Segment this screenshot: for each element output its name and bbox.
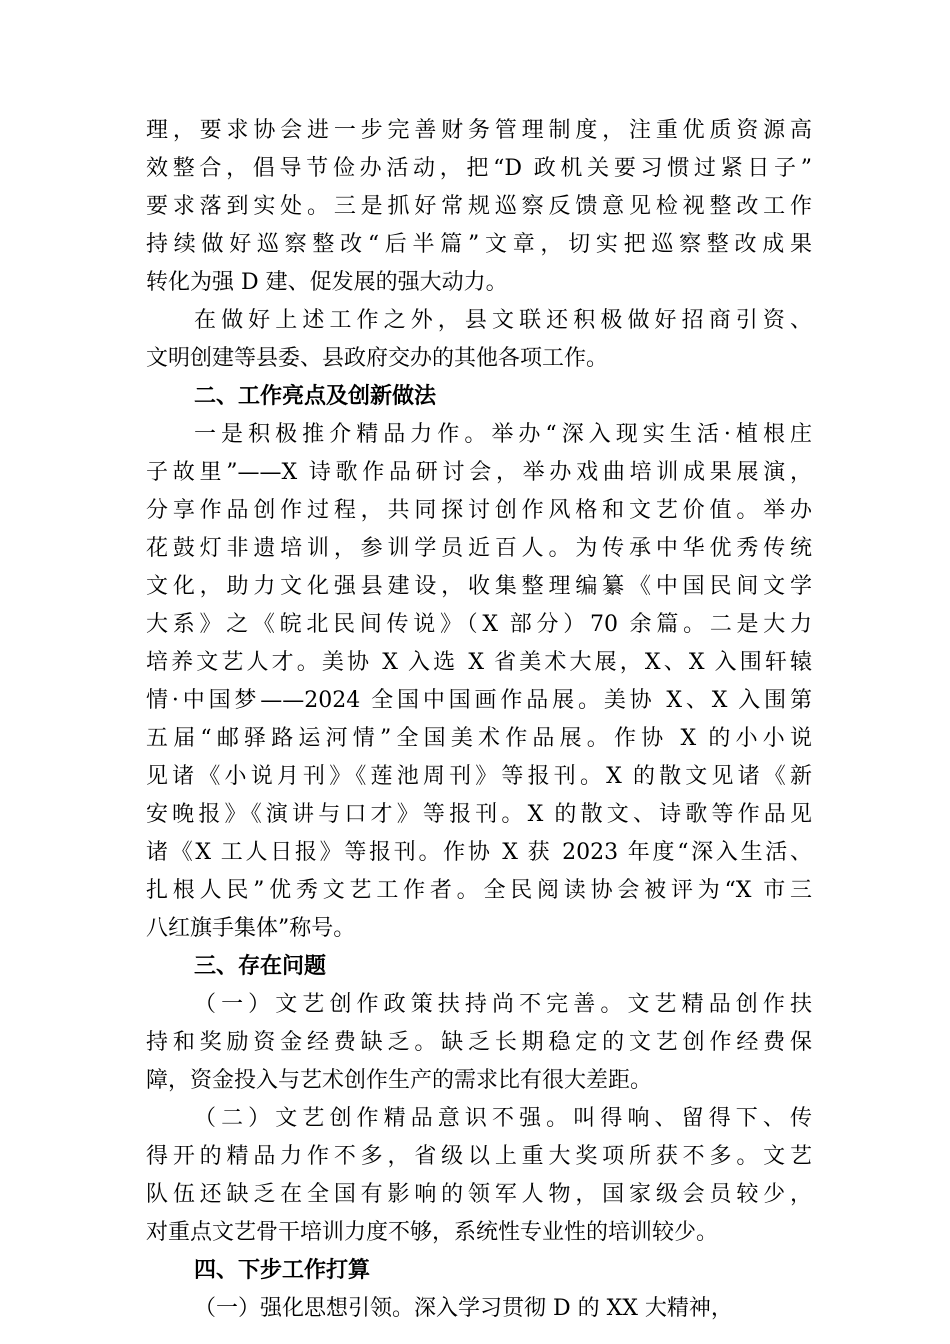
section-heading-highlights: 二、工作亮点及创新做法 [194, 384, 437, 409]
section-heading-problems: 三、存在问题 [194, 954, 327, 979]
paragraph-financial-management [146, 112, 812, 302]
text-line: 扎根人民”优秀文艺工作者。全民阅读协会被评为“X 市三 [146, 878, 812, 903]
document-page [146, 112, 812, 1328]
text-line: 队伍还缺乏在全国有影响的领军人物，国家级会员较少， [146, 1182, 812, 1207]
paragraph-other-work [146, 302, 812, 378]
text-line: 八红旗手集体”称号。 [146, 916, 356, 941]
section-heading-next-steps: 四、下步工作打算 [194, 1258, 371, 1283]
text-line: 大系》之《皖北民间传说》（X 部分）70 余篇。二是大力 [146, 612, 812, 637]
paragraph-policy-support [146, 986, 812, 1100]
text-line: 见诸《小说月刊》《莲池周刊》等报刊。X 的散文见诸《新 [146, 764, 812, 789]
text-line: 子故里”——X 诗歌作品研讨会，举办戏曲培训成果展演， [146, 460, 812, 485]
text-line: 文化，助力文化强县建设，收集整理编纂《中国民间文学 [146, 574, 812, 599]
text-line: 花鼓灯非遗培训，参训学员近百人。为传承中华优秀传统 [146, 536, 812, 561]
paragraph-quality-awareness [146, 1100, 812, 1252]
text-line: （一）强化思想引领。深入学习贯彻 D 的 XX 大精神， [194, 1296, 733, 1321]
text-line: 在做好上述工作之外，县文联还积极做好招商引资、 [194, 308, 812, 333]
text-line: 要求落到实处。三是抓好常规巡察反馈意见检视整改工作 [146, 194, 812, 219]
text-line: （一）文艺创作政策扶持尚不完善。文艺精品创作扶 [194, 992, 812, 1017]
text-line: 五届“邮驿路运河情”全国美术作品展。作协 X 的小小说 [146, 726, 812, 751]
text-line: 安晚报》《演讲与口才》等报刊。X 的散文、诗歌等作品见 [146, 802, 812, 827]
paragraph-highlights [146, 416, 812, 948]
text-line: 情·中国梦——2024 全国中国画作品展。美协 X、X 入围第 [146, 688, 812, 713]
text-line: 一是积极推介精品力作。举办“深入现实生活·植根庄 [194, 422, 812, 447]
text-line: 培养文艺人才。美协 X 入选 X 省美术大展，X、X 入围轩辕 [146, 650, 812, 675]
text-line: 诸《X 工人日报》等报刊。作协 X 获 2023 年度“深入生活、 [146, 840, 812, 865]
text-line: 转化为强 D 建、促发展的强大动力。 [146, 270, 508, 295]
text-line: 分享作品创作过程，共同探讨创作风格和文艺价值。举办 [146, 498, 812, 523]
text-line: 得开的精品力作不多，省级以上重大奖项所获不多。文艺 [146, 1144, 812, 1169]
text-line: 持续做好巡察整改“后半篇”文章，切实把巡察整改成果 [146, 232, 812, 257]
paragraph-ideological-guidance [146, 1290, 812, 1328]
text-line: 效整合，倡导节俭办活动，把“D 政机关要习惯过紧日子” [146, 156, 812, 181]
text-line: 文明创建等县委、县政府交办的其他各项工作。 [146, 346, 609, 371]
text-line: 障，资金投入与艺术创作生产的需求比有很大差距。 [146, 1068, 653, 1093]
text-line: 对重点文艺骨干培训力度不够，系统性专业性的培训较少。 [146, 1220, 719, 1245]
text-line: 持和奖励资金经费缺乏。缺乏长期稳定的文艺创作经费保 [146, 1030, 812, 1055]
text-line: 理，要求协会进一步完善财务管理制度，注重优质资源高 [146, 118, 812, 143]
text-line: （二）文艺创作精品意识不强。叫得响、留得下、传 [194, 1106, 812, 1131]
